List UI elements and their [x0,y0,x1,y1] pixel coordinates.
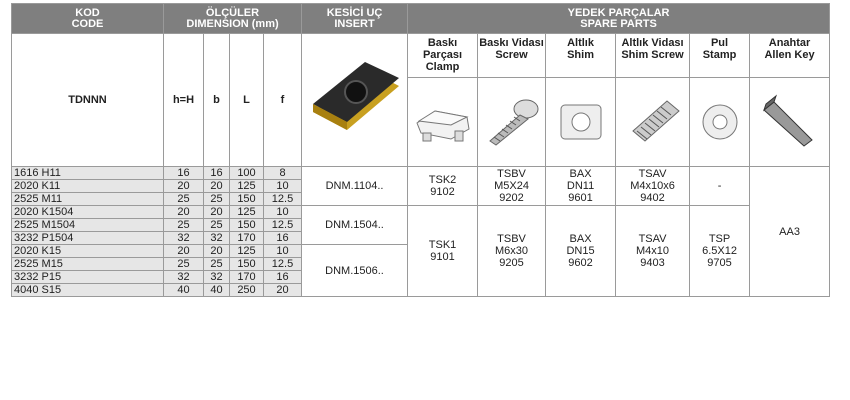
table-cell: 25 [164,258,204,271]
table-cell: 125 [230,180,264,193]
table-row: 4040 S15 [12,284,164,297]
allen-key-header: Anahtar Allen Key [750,34,830,78]
shim-image-cell [546,78,616,167]
table-cell: 170 [230,232,264,245]
screw-header: Baskı Vidası Screw [478,34,546,78]
table-cell: 125 [230,245,264,258]
table-cell: 10 [264,245,302,258]
code-label: TDNNN [12,34,164,167]
shim-code: BAX DN11 9601 [546,167,616,206]
clamp-code: TSK2 9102 [408,167,478,206]
table-cell: 16 [164,167,204,180]
table-cell: 32 [164,271,204,284]
insert-code: DNM.1504.. [302,206,408,245]
insert-header: KESİCİ UÇ INSERT [302,4,408,34]
shim-header: Altlık Shim [546,34,616,78]
table-row: 1616 H11 [12,167,164,180]
table-cell: 20 [204,180,230,193]
table-cell: 25 [204,193,230,206]
table-cell: 8 [264,167,302,180]
allen-key-image-cell [750,78,830,167]
spare-parts-table [11,3,830,297]
table-row: 3232 P1504 [12,232,164,245]
screw-image-cell [478,78,546,167]
table-cell: 12.5 [264,219,302,232]
table-cell: 10 [264,180,302,193]
table-row: 2525 M15 [12,258,164,271]
table-cell: 150 [230,193,264,206]
table-row: 2020 K15 [12,245,164,258]
table-cell: 40 [164,284,204,297]
clamp-image-cell [408,78,478,167]
b-label: b [204,34,230,167]
table-row: 2020 K1504 [12,206,164,219]
table-cell: 25 [204,258,230,271]
table-row: 2525 M11 [12,193,164,206]
table-cell: 40 [204,284,230,297]
screw-code: TSBV M5X24 9202 [478,167,546,206]
shim-screw-code: TSAV M4x10 9403 [616,206,690,297]
screw-code: TSBV M6x30 9205 [478,206,546,297]
clamp-code: TSK1 9101 [408,206,478,297]
shim-screw-header: Altlık Vidası Shim Screw [616,34,690,78]
f-label: f [264,34,302,167]
table-cell: 25 [164,219,204,232]
screw-icon [480,97,544,147]
insert-image-cell [302,34,408,167]
stamp-header: Pul Stamp [690,34,750,78]
table-cell: 20 [164,245,204,258]
table-cell: 12.5 [264,258,302,271]
table-cell: 12.5 [264,193,302,206]
shim-screw-image-cell [616,78,690,167]
shim-icon [549,97,613,147]
table-cell: 20 [204,206,230,219]
spare-parts-header: YEDEK PARÇALAR SPARE PARTS [408,4,830,34]
table-cell: 16 [204,167,230,180]
washer-icon [695,97,745,147]
table-cell: 32 [164,232,204,245]
insert-icon [305,60,405,140]
l-label: L [230,34,264,167]
table-cell: 20 [164,206,204,219]
shim-code: BAX DN15 9602 [546,206,616,297]
stamp-code: - [690,167,750,206]
clamp-header: Baskı Parçası Clamp [408,34,478,78]
table-cell: 20 [264,284,302,297]
allen-key-code: AA3 [750,167,830,297]
table-cell: 170 [230,271,264,284]
table-cell: 150 [230,219,264,232]
table-cell: 10 [264,206,302,219]
clamp-icon [411,97,475,147]
table-cell: 150 [230,258,264,271]
dimension-header: ÖLÇÜLER DIMENSION (mm) [164,4,302,34]
table-cell: 250 [230,284,264,297]
table-cell: 20 [164,180,204,193]
allen-key-icon [758,92,822,152]
table-cell: 32 [204,271,230,284]
table-cell: 32 [204,232,230,245]
table-row: 2020 K11 [12,180,164,193]
table-cell: 125 [230,206,264,219]
h-label: h=H [164,34,204,167]
code-header: KOD CODE [12,4,164,34]
table-cell: 16 [264,232,302,245]
table-row: 3232 P15 [12,271,164,284]
table-cell: 25 [164,193,204,206]
insert-code: DNM.1104.. [302,167,408,206]
shim-screw-code: TSAV M4x10x6 9402 [616,167,690,206]
table-cell: 20 [204,245,230,258]
table-cell: 25 [204,219,230,232]
insert-code: DNM.1506.. [302,245,408,297]
table-row: 2525 M1504 [12,219,164,232]
table-cell: 100 [230,167,264,180]
shim-screw-icon [621,97,685,147]
stamp-code: TSP 6.5X12 9705 [690,206,750,297]
washer-image-cell [690,78,750,167]
table-cell: 16 [264,271,302,284]
